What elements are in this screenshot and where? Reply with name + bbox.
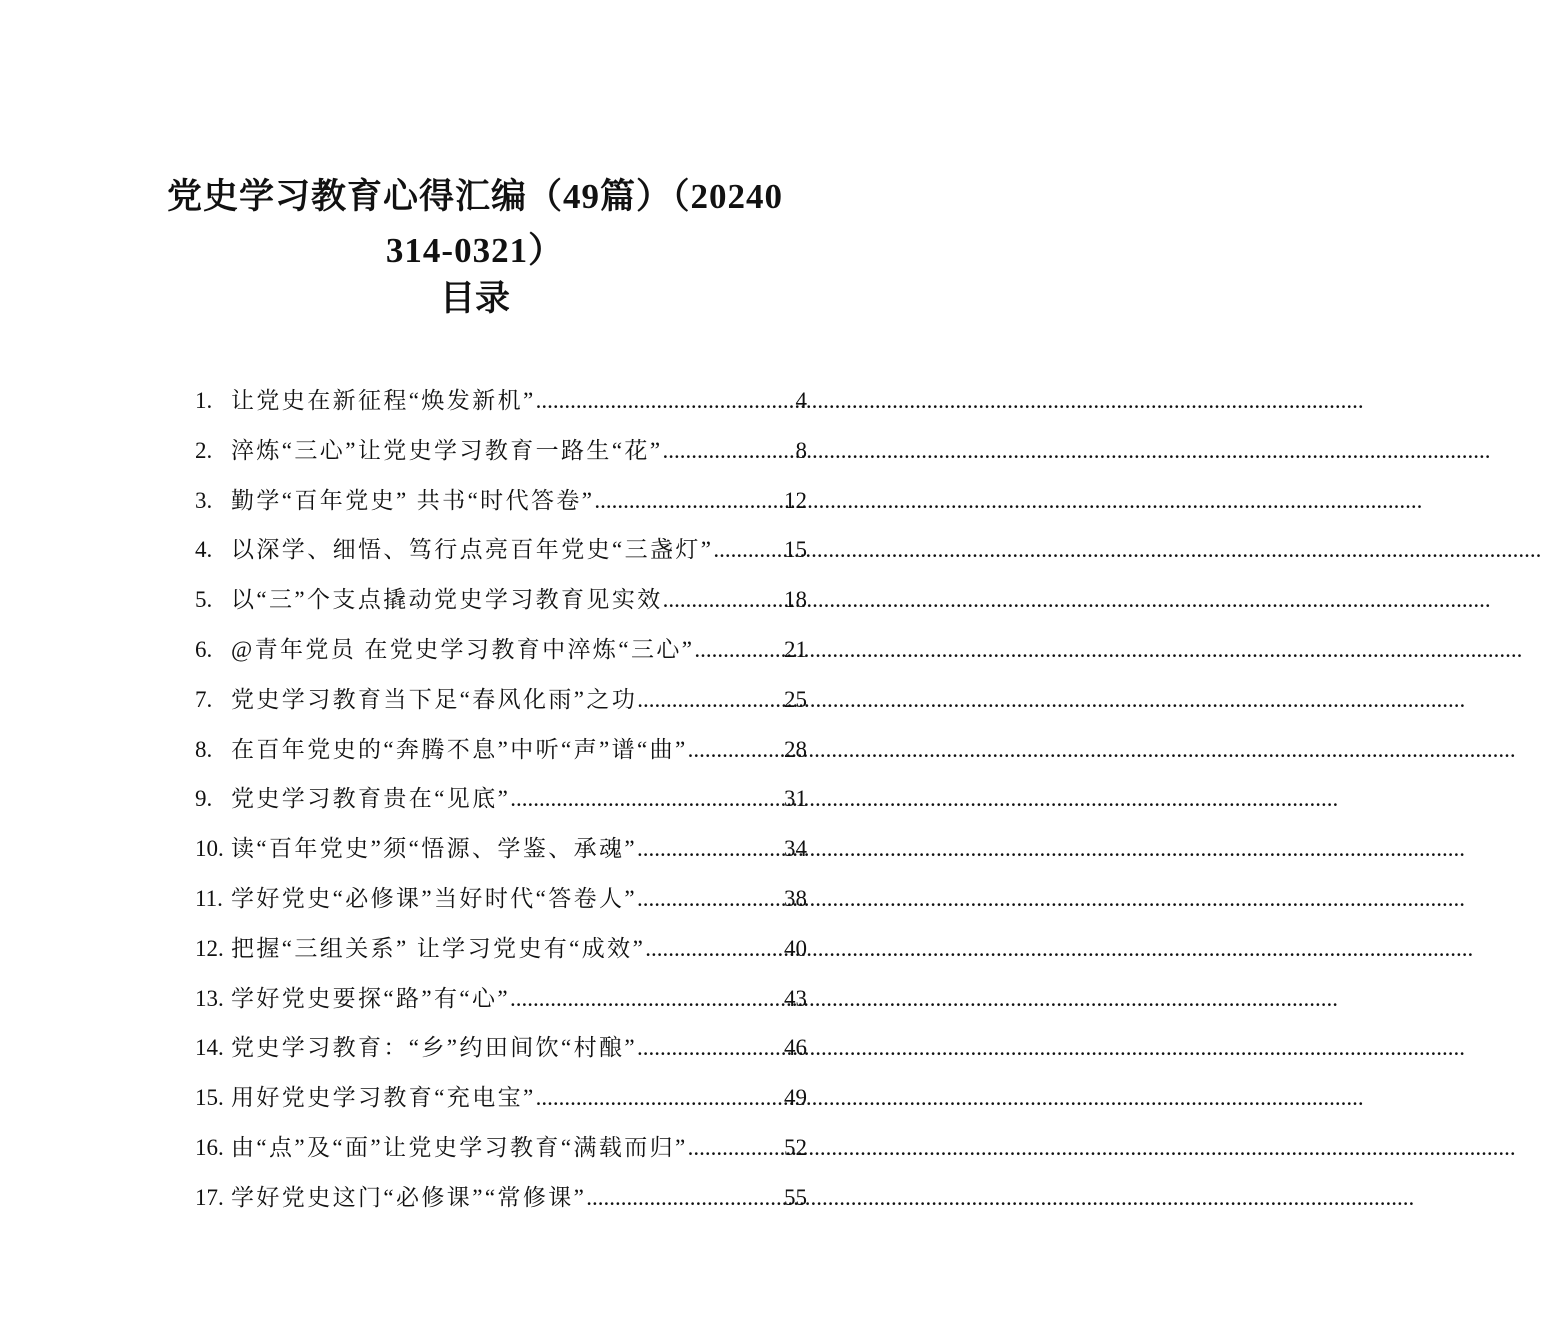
- document-title: [120, 170, 830, 278]
- toc-entry-page-number: 38: [784, 885, 807, 911]
- toc-entry-number: 5.: [195, 587, 213, 613]
- toc-entry[interactable]: [195, 1123, 807, 1173]
- toc-dot-leader: [510, 774, 784, 824]
- toc-entry[interactable]: [195, 426, 807, 476]
- toc-entry-page-number: 40: [784, 935, 807, 961]
- toc-entry-title: 让党史在新征程“焕发新机”: [231, 388, 536, 413]
- toc-dot-leader: [694, 625, 784, 675]
- toc-dot-leader: [586, 1173, 784, 1223]
- toc-entry-number: 17.: [195, 1184, 224, 1210]
- toc-entry-number: 11.: [195, 885, 223, 911]
- toc-entry-title: 以深学、细悟、笃行点亮百年党史“三盏灯”: [231, 537, 714, 563]
- toc-dot-leader: [662, 426, 795, 476]
- toc-dot-leader: [713, 525, 784, 575]
- toc-entry-number: 8.: [195, 736, 213, 762]
- toc-heading: 目录: [439, 279, 510, 318]
- toc-entry-number: 7.: [195, 686, 213, 712]
- toc-entry-title: 由“点”及“面”让党史学习教育“满载而归”: [231, 1134, 688, 1160]
- toc-entry[interactable]: [195, 974, 807, 1024]
- toc-entry[interactable]: [195, 675, 807, 725]
- toc-dot-leader: [645, 924, 784, 974]
- toc-entry-title: 学好党史“必修课”当好时代“答卷人”: [231, 885, 638, 911]
- toc-entry[interactable]: [195, 1173, 807, 1223]
- toc-entry-title: 淬炼“三心”让党史学习教育一路生“花”: [231, 437, 663, 463]
- toc-dot-leader: [688, 1123, 784, 1173]
- toc-entry-number: 4.: [195, 537, 213, 563]
- toc-entry-number: 15.: [195, 1085, 224, 1111]
- toc-entry[interactable]: [195, 874, 807, 924]
- toc-entry[interactable]: [195, 725, 807, 775]
- toc-entry-title: 学好党史要探“路”有“心”: [231, 985, 511, 1011]
- toc-entry-title: 学好党史这门“必修课”“常修课”: [231, 1184, 587, 1210]
- toc-entry-page-number: 12: [784, 487, 807, 513]
- toc-entry-title: 党史学习教育贵在“见底”: [231, 786, 511, 812]
- toc-entry-title: 用好党史学习教育“充电宝”: [231, 1085, 536, 1111]
- toc-entry-page-number: 18: [784, 587, 807, 613]
- toc-entry-page-number: 4: [795, 388, 807, 413]
- toc-entry-page-number: 31: [784, 786, 807, 812]
- document-title-line-1: 党史学习教育心得汇编（49篇）（20240: [166, 177, 783, 216]
- toc-entry[interactable]: [195, 625, 807, 675]
- toc-entry-title: @青年党员 在党史学习教育中淬炼“三心”: [231, 636, 695, 662]
- toc-entry-page-number: 25: [784, 686, 807, 712]
- toc-entry[interactable]: [195, 575, 807, 625]
- toc-entry-title: 勤学“百年党史” 共书“时代答卷”: [231, 487, 595, 513]
- toc-entry-page-number: 8: [795, 437, 807, 463]
- toc-entry-page-number: 55: [784, 1184, 807, 1210]
- toc-dot-leader: [663, 575, 784, 625]
- toc-dot-leader: [536, 376, 796, 426]
- toc-entry-number: 9.: [195, 786, 213, 812]
- toc-entry[interactable]: [195, 1073, 807, 1123]
- toc-entry[interactable]: [195, 376, 807, 426]
- toc-entry[interactable]: [195, 1023, 807, 1073]
- toc-dot-leader: [510, 974, 784, 1024]
- toc-entry-title: 在百年党史的“奔腾不息”中听“声”谱“曲”: [231, 736, 688, 762]
- toc-dot-leader: [637, 1023, 784, 1073]
- toc-entry-number: 10.: [195, 836, 224, 862]
- toc-entry-title: 把握“三组关系” 让学习党史有“成效”: [231, 935, 646, 961]
- toc-entry-number: 14.: [195, 1035, 224, 1061]
- toc-entry-page-number: 28: [784, 736, 807, 762]
- toc-entry[interactable]: [195, 924, 807, 974]
- toc-entry-number: 16.: [195, 1134, 224, 1160]
- toc-dot-leader: [594, 476, 784, 526]
- toc-entry-page-number: 52: [784, 1134, 807, 1160]
- toc-dot-leader: [536, 1073, 784, 1123]
- toc-entry-number: 3.: [195, 487, 213, 513]
- toc-dot-leader: [637, 874, 784, 924]
- toc-dot-leader: [637, 675, 784, 725]
- toc-entry-number: 13.: [195, 985, 224, 1011]
- toc-entry[interactable]: [195, 476, 807, 526]
- toc-entry-page-number: 46: [784, 1035, 807, 1061]
- toc-entry-number: 2.: [195, 437, 213, 463]
- toc-entry[interactable]: [195, 824, 807, 874]
- toc-entry-number: 6.: [195, 636, 213, 662]
- toc-entry-title: 党史学习教育：“乡”约田间饮“村酿”: [231, 1035, 638, 1061]
- toc-entry[interactable]: [195, 774, 807, 824]
- document-title-line-2: 314-0321）: [385, 231, 565, 270]
- toc-entry-page-number: 15: [784, 537, 807, 563]
- toc-entry-page-number: 43: [784, 985, 807, 1011]
- toc-entry-page-number: 49: [784, 1085, 807, 1111]
- toc-dot-leader: [637, 824, 784, 874]
- toc-dot-leader: [688, 725, 784, 775]
- toc-entry-number: 12.: [195, 935, 224, 961]
- toc-entry-page-number: 21: [784, 636, 807, 662]
- toc-entry-title: 党史学习教育当下足“春风化雨”之功: [231, 686, 638, 712]
- table-of-contents: [195, 376, 807, 1223]
- toc-entry-number: 1.: [195, 388, 213, 413]
- toc-entry-title: 读“百年党史”须“悟源、学鉴、承魂”: [231, 836, 638, 862]
- toc-entry-page-number: 34: [784, 836, 807, 862]
- toc-entry-title: 以“三”个支点撬动党史学习教育见实效: [231, 587, 663, 613]
- toc-entry[interactable]: [195, 525, 807, 575]
